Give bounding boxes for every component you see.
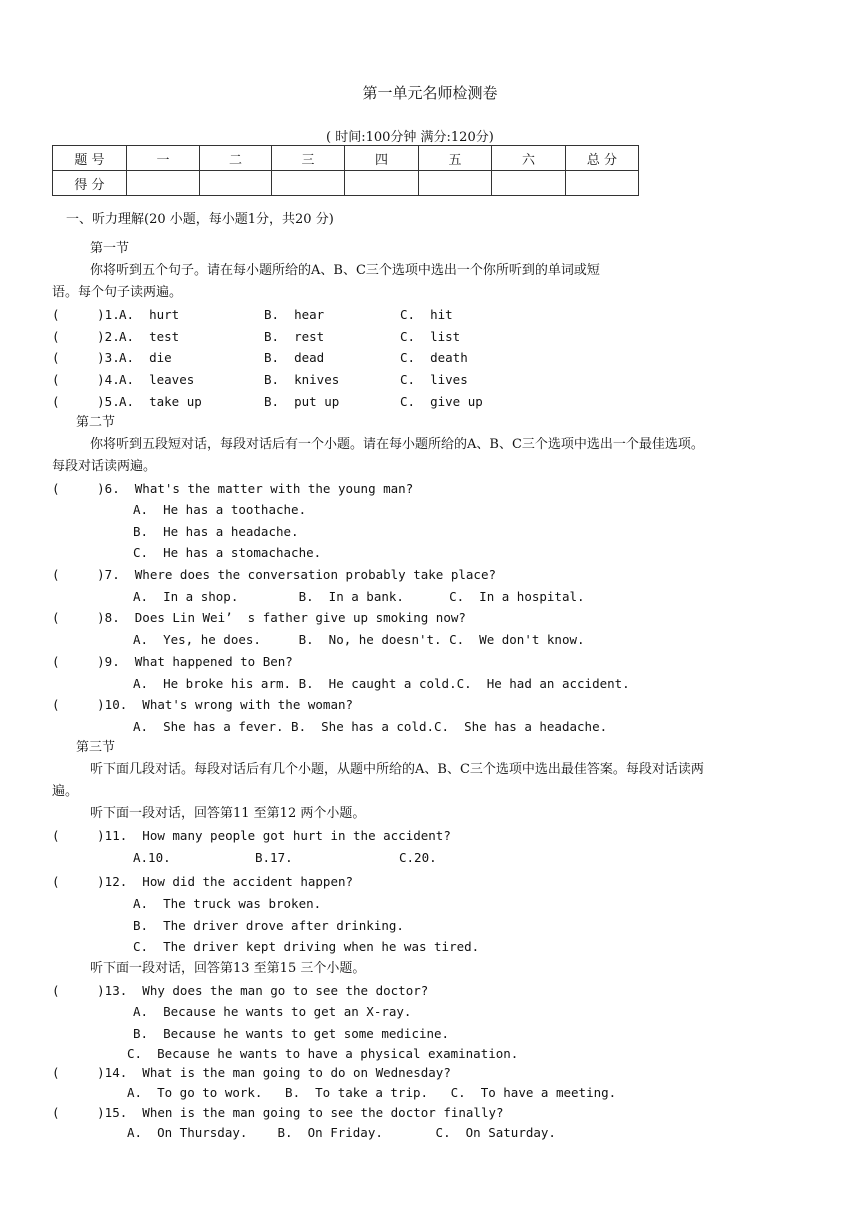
question-options: A. She has a fever. B. She has a cold.C. She has a headache. [133, 719, 608, 734]
score-header-cell: 四 [345, 146, 419, 171]
question-stem: ( )9. What happened to Ben? [52, 654, 293, 669]
question-number: ( )1. [52, 307, 120, 322]
score-header-cell: 题 号 [53, 146, 127, 171]
question-stem: ( )14. What is the man going to do on Wednesday? [52, 1065, 451, 1080]
option-a: A. test [119, 329, 180, 344]
instructions: 遍。 [52, 784, 79, 799]
instructions: 听下面几段对话。每段对话后有几个小题，从题中所给的A、B、C三个选项中选出最佳答案。每段对话读两 [90, 762, 704, 777]
group-instruction: 听下面一段对话，回答第11 至第12 两个小题。 [90, 806, 366, 821]
instructions: 每段对话读两遍。 [52, 459, 157, 474]
score-header-cell: 三 [272, 146, 345, 171]
instructions: 语。每个句子读两遍。 [52, 285, 183, 300]
option-a: A. take up [119, 394, 202, 409]
option-a: A. hurt [119, 307, 180, 322]
instructions: 你将听到五个句子。请在每小题所给的A、B、C三个选项中选出一个你所听到的单词或短 [90, 263, 600, 278]
group-instruction: 听下面一段对话，回答第13 至第15 三个小题。 [90, 961, 366, 976]
question-options: A. In a shop. B. In a bank. C. In a hospital. [133, 589, 585, 604]
option-a: A. The truck was broken. [133, 896, 322, 911]
part-label: 第一节 [90, 241, 130, 256]
section-heading: 一、听力理解(20 小题，每小题1分，共20 分) [66, 212, 334, 227]
score-cell[interactable] [127, 171, 200, 196]
question-stem: ( )10. What's wrong with the woman? [52, 697, 354, 712]
score-table-header-row [53, 146, 639, 171]
option-a: A. He has a toothache. [133, 502, 307, 517]
score-table-score-row [53, 171, 639, 196]
option-c: C. lives [400, 372, 468, 387]
score-header-cell: 六 [492, 146, 566, 171]
option-c: C. The driver kept driving when he was tired. [133, 939, 480, 954]
instructions: 你将听到五段短对话，每段对话后有一个小题。请在每小题所给的A、B、C三个选项中选出一个最佳选项。 [90, 437, 704, 452]
option-b: B. Because he wants to get some medicine. [133, 1026, 450, 1041]
option-c: C.20. [399, 850, 437, 865]
question-options: A. To go to work. B. To take a trip. C. To have a meeting. [127, 1085, 617, 1100]
score-cell[interactable] [566, 171, 639, 196]
option-c: C. death [400, 350, 468, 365]
option-b: B. hear [264, 307, 325, 322]
option-c: C. list [400, 329, 461, 344]
question-number: ( )5. [52, 394, 120, 409]
score-row-label: 得 分 [53, 171, 127, 196]
question-number: ( )3. [52, 350, 120, 365]
question-number: ( )2. [52, 329, 120, 344]
question-options: A. On Thursday. B. On Friday. C. On Saturday. [127, 1125, 556, 1140]
question-number: ( )4. [52, 372, 120, 387]
option-b: B. He has a headache. [133, 524, 299, 539]
question-options: A. Yes, he does. B. No, he doesn't. C. We don't know. [133, 632, 585, 647]
option-a: A. leaves [119, 372, 195, 387]
score-header-cell: 二 [200, 146, 272, 171]
option-a: A.10. [133, 850, 171, 865]
question-stem: ( )12. How did the accident happen? [52, 874, 354, 889]
option-b: B. The driver drove after drinking. [133, 918, 404, 933]
option-c: C. He has a stomachache. [133, 545, 322, 560]
option-a: A. die [119, 350, 172, 365]
option-b: B. rest [264, 329, 325, 344]
option-b: B. put up [264, 394, 340, 409]
part-label: 第三节 [76, 740, 116, 755]
part-label: 第二节 [76, 415, 116, 430]
question-stem: ( )13. Why does the man go to see the doctor? [52, 983, 429, 998]
option-c: C. Because he wants to have a physical examination. [127, 1046, 519, 1061]
option-c: C. give up [400, 394, 483, 409]
score-table [52, 145, 639, 196]
question-stem: ( )15. When is the man going to see the doctor finally? [52, 1105, 504, 1120]
question-options: A. He broke his arm. B. He caught a cold.C. He had an accident. [133, 676, 630, 691]
question-stem: ( )6. What's the matter with the young man? [52, 481, 414, 496]
page-title: 第一单元名师检测卷 [362, 84, 498, 102]
question-stem: ( )11. How many people got hurt in the accident? [52, 828, 451, 843]
score-header-cell: 总 分 [566, 146, 639, 171]
score-header-cell: 一 [127, 146, 200, 171]
option-b: B. knives [264, 372, 340, 387]
exam-meta: ( 时间:100分钟 满分:120分) [326, 130, 494, 145]
score-cell[interactable] [492, 171, 566, 196]
score-cell[interactable] [419, 171, 492, 196]
score-header-cell: 五 [419, 146, 492, 171]
score-cell[interactable] [345, 171, 419, 196]
option-a: A. Because he wants to get an X-ray. [133, 1004, 412, 1019]
score-cell[interactable] [272, 171, 345, 196]
question-stem: ( )7. Where does the conversation probably take place? [52, 567, 497, 582]
option-b: B.17. [255, 850, 293, 865]
question-stem: ( )8. Does Lin Wei’ s father give up smoking now? [52, 610, 466, 625]
score-cell[interactable] [200, 171, 272, 196]
option-c: C. hit [400, 307, 453, 322]
option-b: B. dead [264, 350, 325, 365]
